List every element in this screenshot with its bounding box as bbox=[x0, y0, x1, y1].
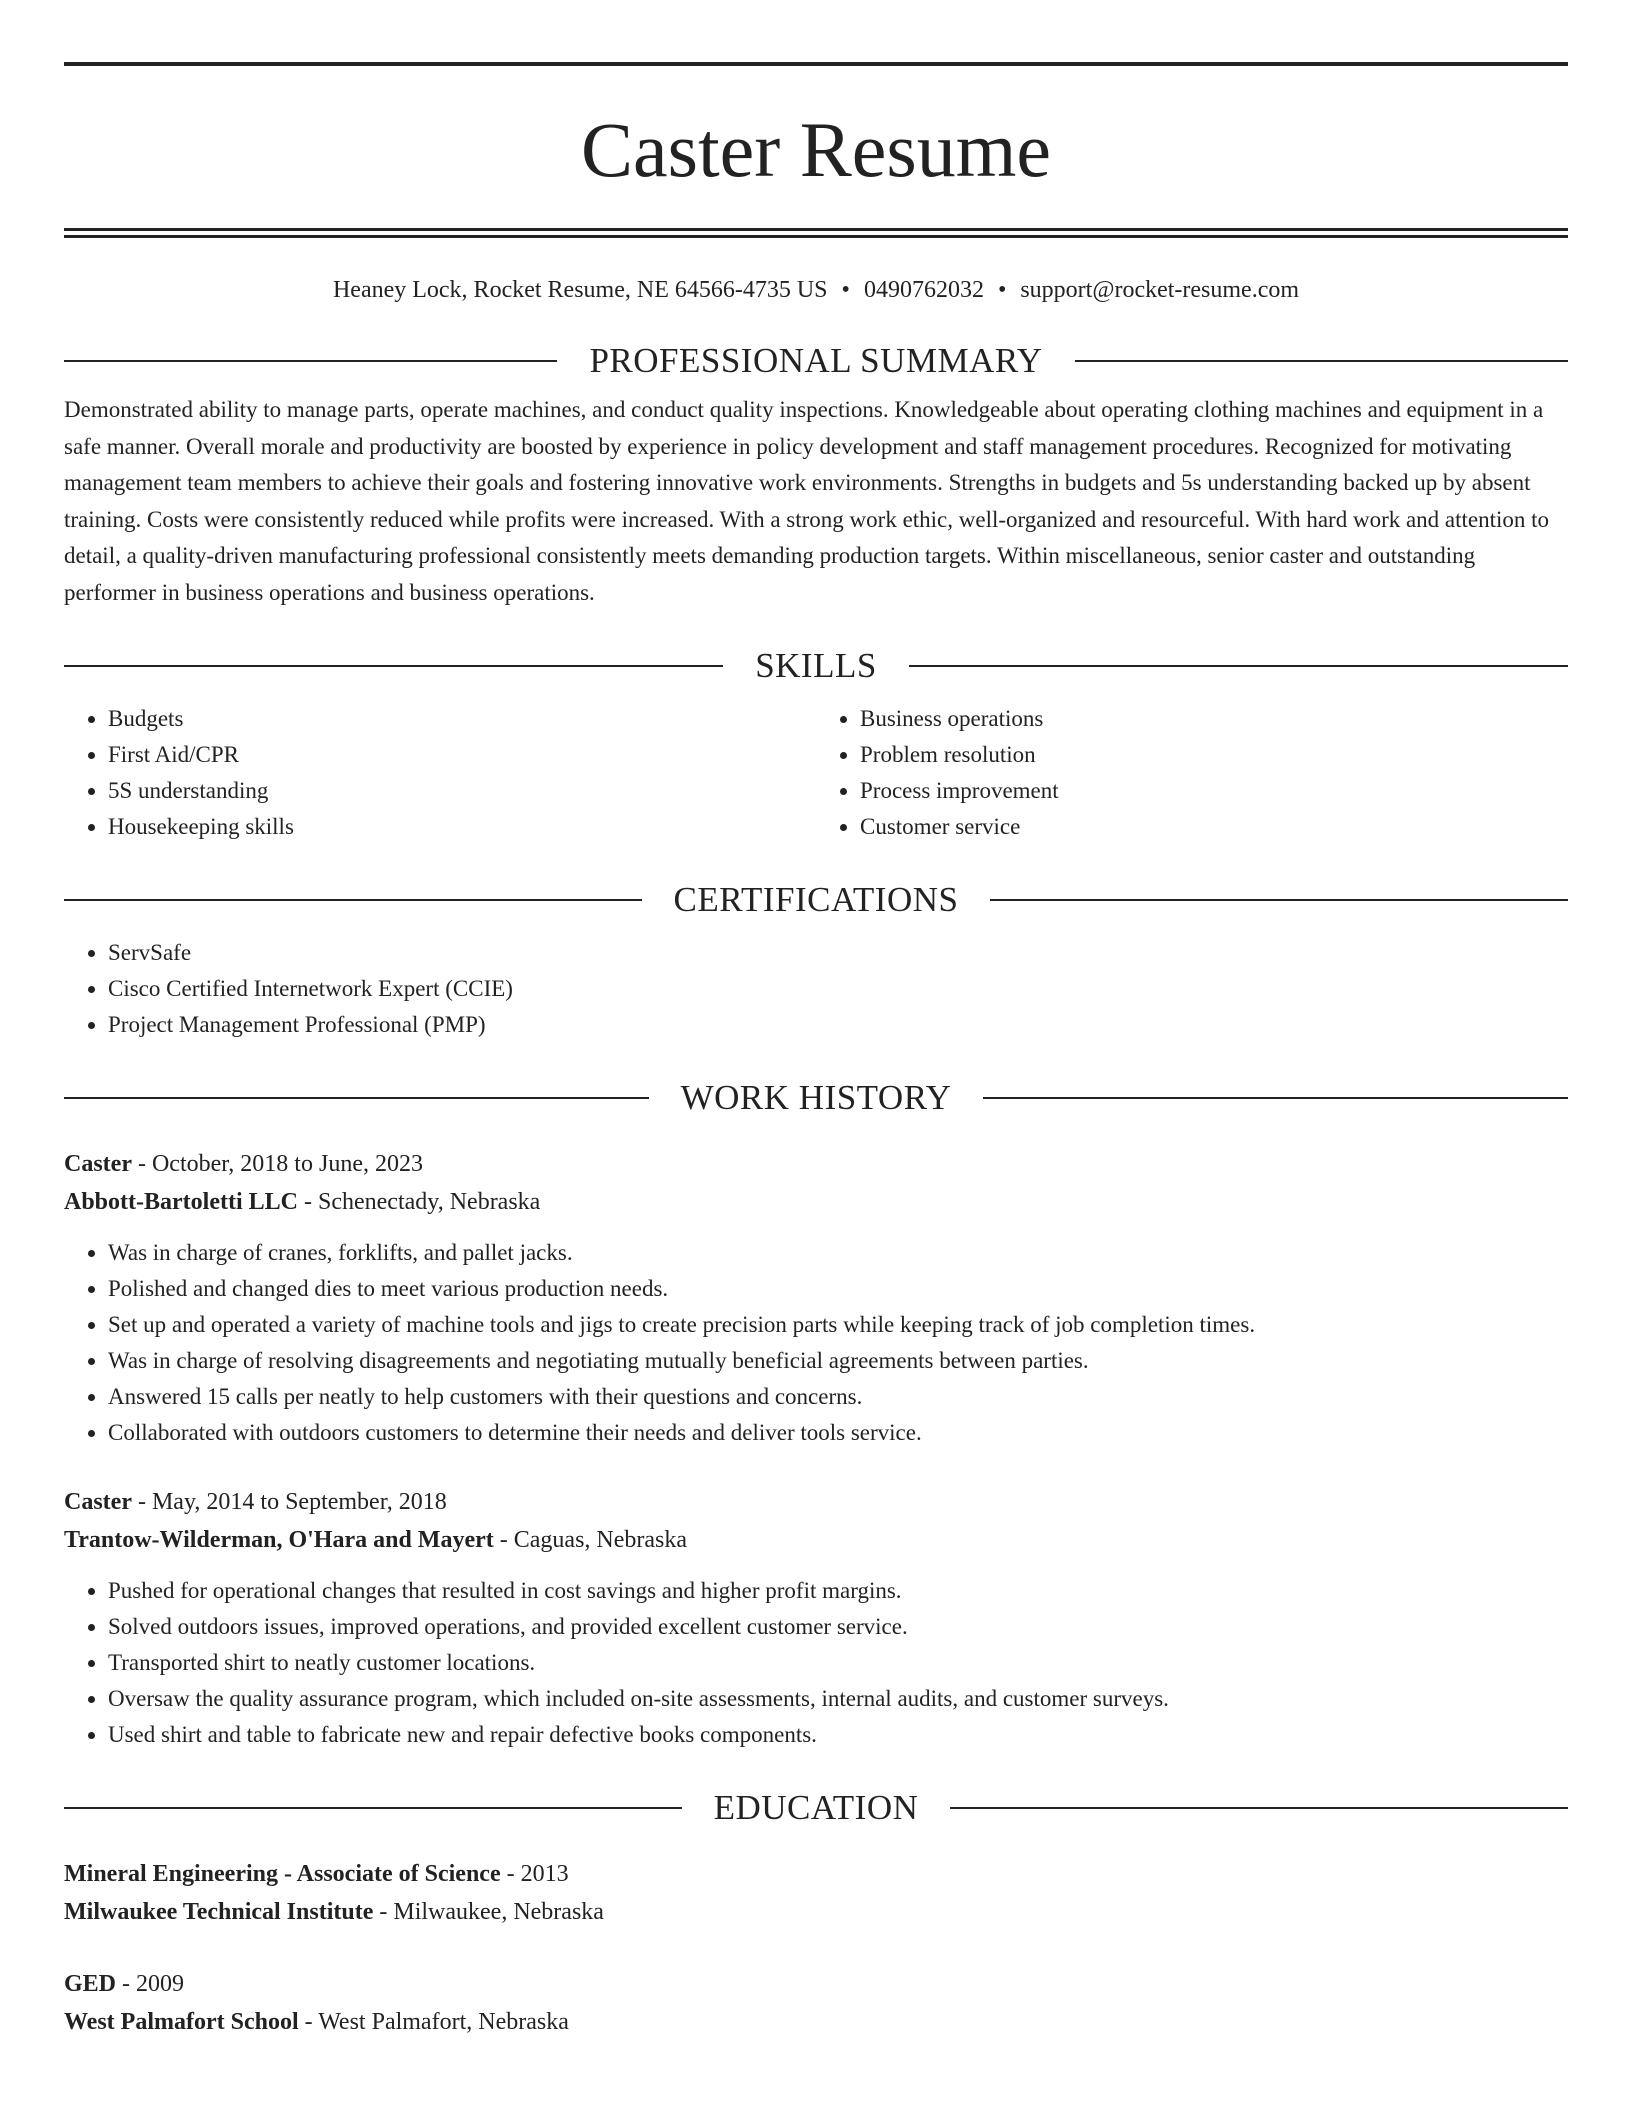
job-title-line: Caster - October, 2018 to June, 2023 bbox=[64, 1151, 423, 1177]
heading-rule-right bbox=[950, 1807, 1568, 1809]
certifications-list bbox=[64, 935, 1568, 1043]
job-bullet: • Was in charge of resolving disagreements and negotiating mutually beneficial agreements between parties. bbox=[108, 1343, 1568, 1379]
job-bullet: • Set up and operated a variety of machine tools and jigs to create precision parts while keeping track of job completion times. bbox=[108, 1307, 1568, 1343]
contact-line bbox=[64, 274, 1568, 306]
job-bullet: • Was in charge of cranes, forklifts, and pallet jacks. bbox=[108, 1235, 1568, 1271]
heading-rule-left bbox=[64, 1807, 682, 1809]
skills-section-heading bbox=[64, 645, 1568, 687]
education-degree: GED bbox=[64, 1971, 117, 1997]
heading-rule-left bbox=[64, 1097, 649, 1099]
heading-rule-right bbox=[1075, 360, 1568, 362]
education-heading-label: EDUCATION bbox=[713, 1788, 919, 1827]
skill-item: • Business operations bbox=[860, 701, 1568, 737]
job-bullets bbox=[64, 1573, 1568, 1753]
job-company-line: Trantow-Wilderman, O'Hara and Mayert - Caguas, Nebraska bbox=[64, 1527, 688, 1553]
education-school: West Palmafort School bbox=[64, 2009, 299, 2035]
job-dates: October, 2018 to June, 2023 bbox=[151, 1151, 423, 1177]
education-year: 2009 bbox=[136, 1971, 185, 1997]
job-bullets bbox=[64, 1235, 1568, 1451]
skills-list bbox=[64, 701, 1568, 845]
job-title: Caster bbox=[64, 1151, 132, 1177]
heading-rule-right bbox=[909, 665, 1568, 667]
education-location: West Palmafort, Nebraska bbox=[318, 2009, 569, 2035]
skills-column-right bbox=[816, 701, 1568, 845]
education-entry bbox=[64, 1855, 1568, 1931]
skill-item: • Customer service bbox=[860, 809, 1568, 845]
job-bullet: • Pushed for operational changes that resulted in cost savings and higher profit margins. bbox=[108, 1573, 1568, 1609]
heading-rule-left bbox=[64, 360, 557, 362]
job-bullet: • Transported shirt to neatly customer locations. bbox=[108, 1645, 1568, 1681]
job-bullet: • Solved outdoors issues, improved operations, and provided excellent customer service. bbox=[108, 1609, 1568, 1645]
contact-separator: • bbox=[841, 277, 850, 303]
skill-item: • 5S understanding bbox=[108, 773, 816, 809]
job-company: Abbott-Bartoletti LLC bbox=[64, 1189, 298, 1215]
skill-item: • First Aid/CPR bbox=[108, 737, 816, 773]
job-bullet: • Used shirt and table to fabricate new and repair defective books components. bbox=[108, 1717, 1568, 1753]
summary-text: Demonstrated ability to manage parts, operate machines, and conduct quality inspections. Knowledgeable about operating clothing machines and equipment in a safe manner. Overall morale and productivity are boosted by experience in policy development and staff management procedures. Recognized for motivating management team members to achieve their goals and fostering innovative work environments. Strengths in budgets and 5s understanding backed up by absent training. Costs were consistently reduced while profits were increased. With a strong work ethic, well-organized and resourceful. With hard work and attention to detail, a quality-driven manufacturing professional consistently meets demanding production targets. Within miscellaneous, senior caster and outstanding performer in business operations and business operations. bbox=[64, 397, 1550, 605]
education-location: Milwaukee, Nebraska bbox=[393, 1899, 604, 1925]
job-bullet: • Collaborated with outdoors customers to determine their needs and deliver tools service. bbox=[108, 1415, 1568, 1451]
job-bullet: • Answered 15 calls per neatly to help customers with their questions and concerns. bbox=[108, 1379, 1568, 1415]
job-company: Trantow-Wilderman, O'Hara and Mayert bbox=[64, 1527, 494, 1553]
skill-item: • Process improvement bbox=[860, 773, 1568, 809]
skills-column-left bbox=[64, 701, 816, 845]
skills-heading-label: SKILLS bbox=[755, 646, 877, 685]
education-degree: Mineral Engineering - Associate of Science bbox=[64, 1861, 501, 1887]
certification-item: • ServSafe bbox=[108, 935, 1568, 971]
skill-item: • Budgets bbox=[108, 701, 816, 737]
certifications-heading-label: CERTIFICATIONS bbox=[673, 880, 959, 919]
education-degree-line: Mineral Engineering - Associate of Science - 2013 bbox=[64, 1861, 569, 1887]
certification-item: • Cisco Certified Internetwork Expert (CCIE) bbox=[108, 971, 1568, 1007]
job-location: Schenectady, Nebraska bbox=[317, 1189, 541, 1215]
contact-email[interactable]: support@rocket-resume.com bbox=[1020, 277, 1300, 303]
job-dates: May, 2014 to September, 2018 bbox=[151, 1489, 447, 1515]
job-company-line: Abbott-Bartoletti LLC - Schenectady, Nebraska bbox=[64, 1189, 541, 1215]
top-divider bbox=[64, 62, 1568, 66]
education-entry bbox=[64, 1965, 1568, 2041]
job-entry bbox=[64, 1483, 1568, 1753]
education-section-heading bbox=[64, 1787, 1568, 1829]
education-degree-line: GED - 2009 bbox=[64, 1971, 185, 1997]
summary-heading-label: PROFESSIONAL SUMMARY bbox=[589, 341, 1043, 380]
certifications-section-heading bbox=[64, 879, 1568, 921]
contact-phone[interactable]: 0490762032 bbox=[863, 277, 984, 303]
job-bullet: • Polished and changed dies to meet various production needs. bbox=[108, 1271, 1568, 1307]
heading-rule-right bbox=[983, 1097, 1568, 1099]
education-school: Milwaukee Technical Institute bbox=[64, 1899, 374, 1925]
education-school-line: West Palmafort School - West Palmafort, Nebraska bbox=[64, 2009, 569, 2035]
skill-item: • Housekeeping skills bbox=[108, 809, 816, 845]
heading-rule-right bbox=[990, 899, 1568, 901]
heading-rule-left bbox=[64, 899, 642, 901]
summary-section-heading bbox=[64, 340, 1568, 382]
education-school-line: Milwaukee Technical Institute - Milwaukee, Nebraska bbox=[64, 1899, 604, 1925]
contact-address: Heaney Lock, Rocket Resume, NE 64566-4735 US bbox=[332, 277, 828, 303]
job-bullet: • Oversaw the quality assurance program, which included on-site assessments, internal audits, and customer surveys. bbox=[108, 1681, 1568, 1717]
contact-separator: • bbox=[997, 277, 1007, 303]
job-location: Caguas, Nebraska bbox=[513, 1527, 688, 1553]
work-history-section-heading bbox=[64, 1077, 1568, 1119]
education-year: 2013 bbox=[520, 1861, 569, 1887]
certification-item: • Project Management Professional (PMP) bbox=[108, 1007, 1568, 1043]
job-title: Caster bbox=[64, 1489, 132, 1515]
skill-item: • Problem resolution bbox=[860, 737, 1568, 773]
heading-rule-left bbox=[64, 665, 723, 667]
resume-title: Caster Resume bbox=[580, 106, 1052, 193]
job-title-line: Caster - May, 2014 to September, 2018 bbox=[64, 1489, 447, 1515]
title-double-divider bbox=[64, 228, 1568, 238]
job-entry bbox=[64, 1145, 1568, 1451]
work-history-heading-label: WORK HISTORY bbox=[680, 1078, 952, 1117]
